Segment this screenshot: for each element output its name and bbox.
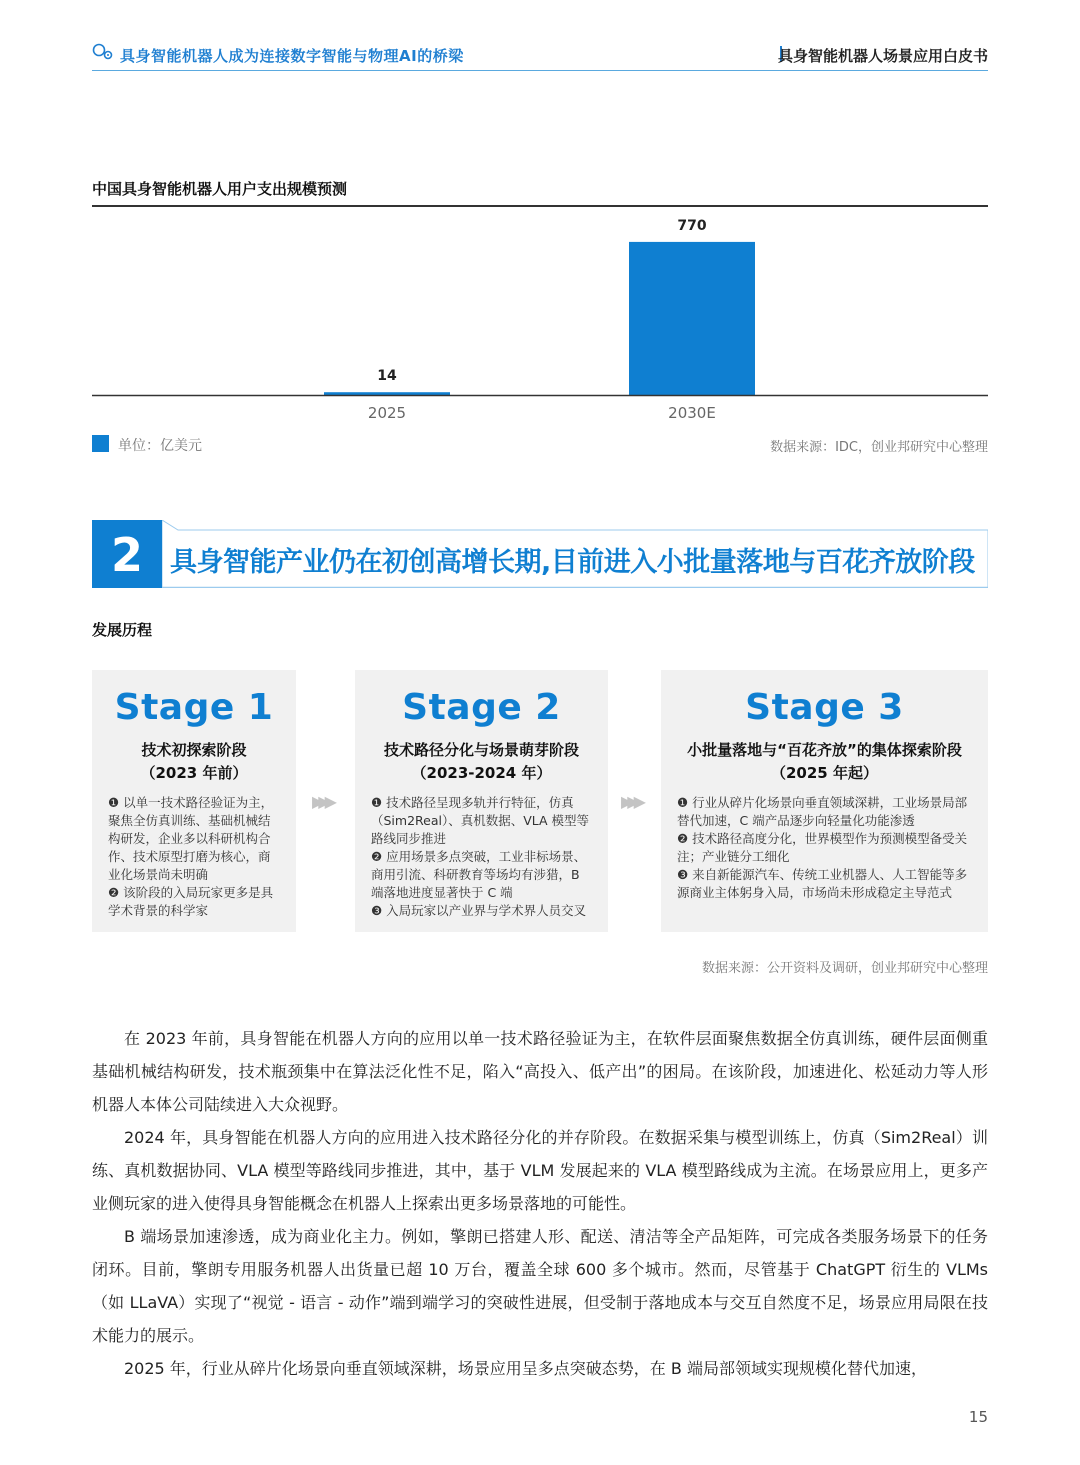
stage-item: ❸ 入局玩家以产业界与学术界人员交叉 [371, 903, 587, 918]
chevron-right-icon: ▶▶▶ [312, 792, 331, 811]
stage-period: （2023-2024 年） [411, 764, 552, 782]
x-tick-label: 2025 [367, 404, 407, 422]
stage-item: ❶ 以单一技术路径验证为主，聚焦全仿真训练、基础机械结构研发，企业多以科研机构合作、技术原型打磨为核心，商业化场景尚未明确 [108, 795, 274, 882]
stage-items [677, 794, 972, 902]
subsection-title: 发展历程 [92, 621, 153, 639]
paragraph: 在 2023 年前，具身智能在机器人方向的应用以单一技术路径验证为主，在软件层面聚焦数据全仿真训练，硬件层面侧重基础机械结构研发，技术瓶颈集中在算法泛化性不足，陷入“高投入、低产出”的困局。在该阶段，加速进化、松延动力等人形机器人本体公司陆续进入大众视野。 [92, 1029, 988, 1114]
chart-source: 数据来源：IDC，创业邦研究中心整理 [770, 440, 988, 455]
stage-item: ❶ 行业从碎片化场景向垂直领域深耕，工业场景局部替代加速，C 端产品逐步向轻量化功能渗透 [677, 795, 968, 828]
stage-card-3 [661, 670, 988, 932]
stage-item: ❶ 技术路径呈现多轨并行特征，仿真（Sim2Real）、真机数据、VLA 模型等路线同步推进 [371, 795, 590, 846]
stage-item: ❸ 来自新能源汽车、传统工业机器人、人工智能等多源商业主体躬身入局，市场尚未形成稳定主导范式 [677, 867, 968, 900]
gear-bulb-icon [92, 42, 114, 62]
stage-item: ❷ 应用场景多点突破，工业非标场景、商用引流、科研教育等场均有涉猎，B 端落地进度显著快于 C 端 [371, 849, 587, 900]
stage-title: 技术初探索阶段 [141, 741, 247, 759]
stage-item: ❷ 该阶段的入局玩家更多是具学术背景的科学家 [108, 885, 274, 918]
stage-period: （2025 年起） [771, 764, 878, 782]
data-label: 770 [677, 217, 707, 234]
paragraph: B 端场景加速渗透，成为商业化主力。例如，擎朗已搭建人形、配送、清洁等全产品矩阵，可完成各类服务场景下的任务闭环。目前，擎朗专用服务机器人出货量已超 10 万台，覆盖全球 600 多个城市。然而，尽管基于 ChatGPT 衍生的 VLMs（如 LLaVA）实现了“视觉 - 语言 - 动作”端到端学习的突破性进展，但受制于落地成本与交互自然度不足，场景应用局限在技术能力的展示。 [92, 1227, 988, 1345]
chart-top-rule [92, 205, 988, 207]
stage-source: 数据来源：公开资料及调研，创业邦研究中心整理 [701, 961, 988, 976]
body-text [92, 1022, 988, 1385]
stage-period: （2023 年前） [140, 764, 248, 782]
section-title: 具身智能产业仍在初创高增长期,目前进入小批量落地与百花齐放阶段 [170, 547, 975, 578]
section-number: 2 [92, 520, 162, 588]
legend-swatch [92, 435, 109, 452]
stage-title: 小批量落地与“百花齐放”的集体探索阶段 [687, 741, 962, 759]
chevron-right-icon: ▶▶▶ [621, 792, 640, 811]
chart-title: 中国具身智能机器人用户支出规模预测 [92, 180, 348, 198]
header-right-title: 具身智能机器人场景应用白皮书 [777, 47, 988, 65]
paragraph: 2025 年，行业从碎片化场景向垂直领域深耕，场景应用呈多点突破态势，在 B 端局部领域实现规模化替代加速， [124, 1359, 927, 1378]
bar-chart [92, 208, 988, 428]
bar-2030E [629, 242, 755, 395]
stage-items [371, 794, 592, 920]
legend-label: 单位：亿美元 [118, 438, 202, 454]
stage-card-1 [92, 670, 296, 932]
data-label: 14 [377, 368, 397, 385]
stage-label: Stage 3 [745, 687, 904, 728]
x-tick-label: 2030E [668, 404, 716, 422]
stage-items [108, 794, 280, 920]
bar-2025 [324, 392, 450, 395]
page-header [92, 40, 988, 71]
stage-label: Stage 1 [114, 687, 274, 728]
stage-card-2 [355, 670, 608, 932]
stage-item: ❷ 技术路径高度分化，世界模型作为预测模型备受关注；产业链分工细化 [677, 831, 968, 864]
stage-title: 技术路径分化与场景萌芽阶段 [383, 741, 579, 759]
stage-label: Stage 2 [402, 687, 561, 728]
header-left-title: 具身智能机器人成为连接数字智能与物理AI的桥梁 [120, 47, 464, 65]
paragraph: 2024 年，具身智能在机器人方向的应用进入技术路径分化的并存阶段。在数据采集与模型训练上，仿真（Sim2Real）训练、真机数据协同、VLA 模型等路线同步推进，其中，基于 VLM 发展起来的 VLA 模型路线成为主流。在场景应用上，更多产业侧玩家的进入使得具身智能概念在机器人上探索出更多场景落地的可能性。 [92, 1128, 988, 1213]
page-number: 15 [968, 1408, 988, 1426]
